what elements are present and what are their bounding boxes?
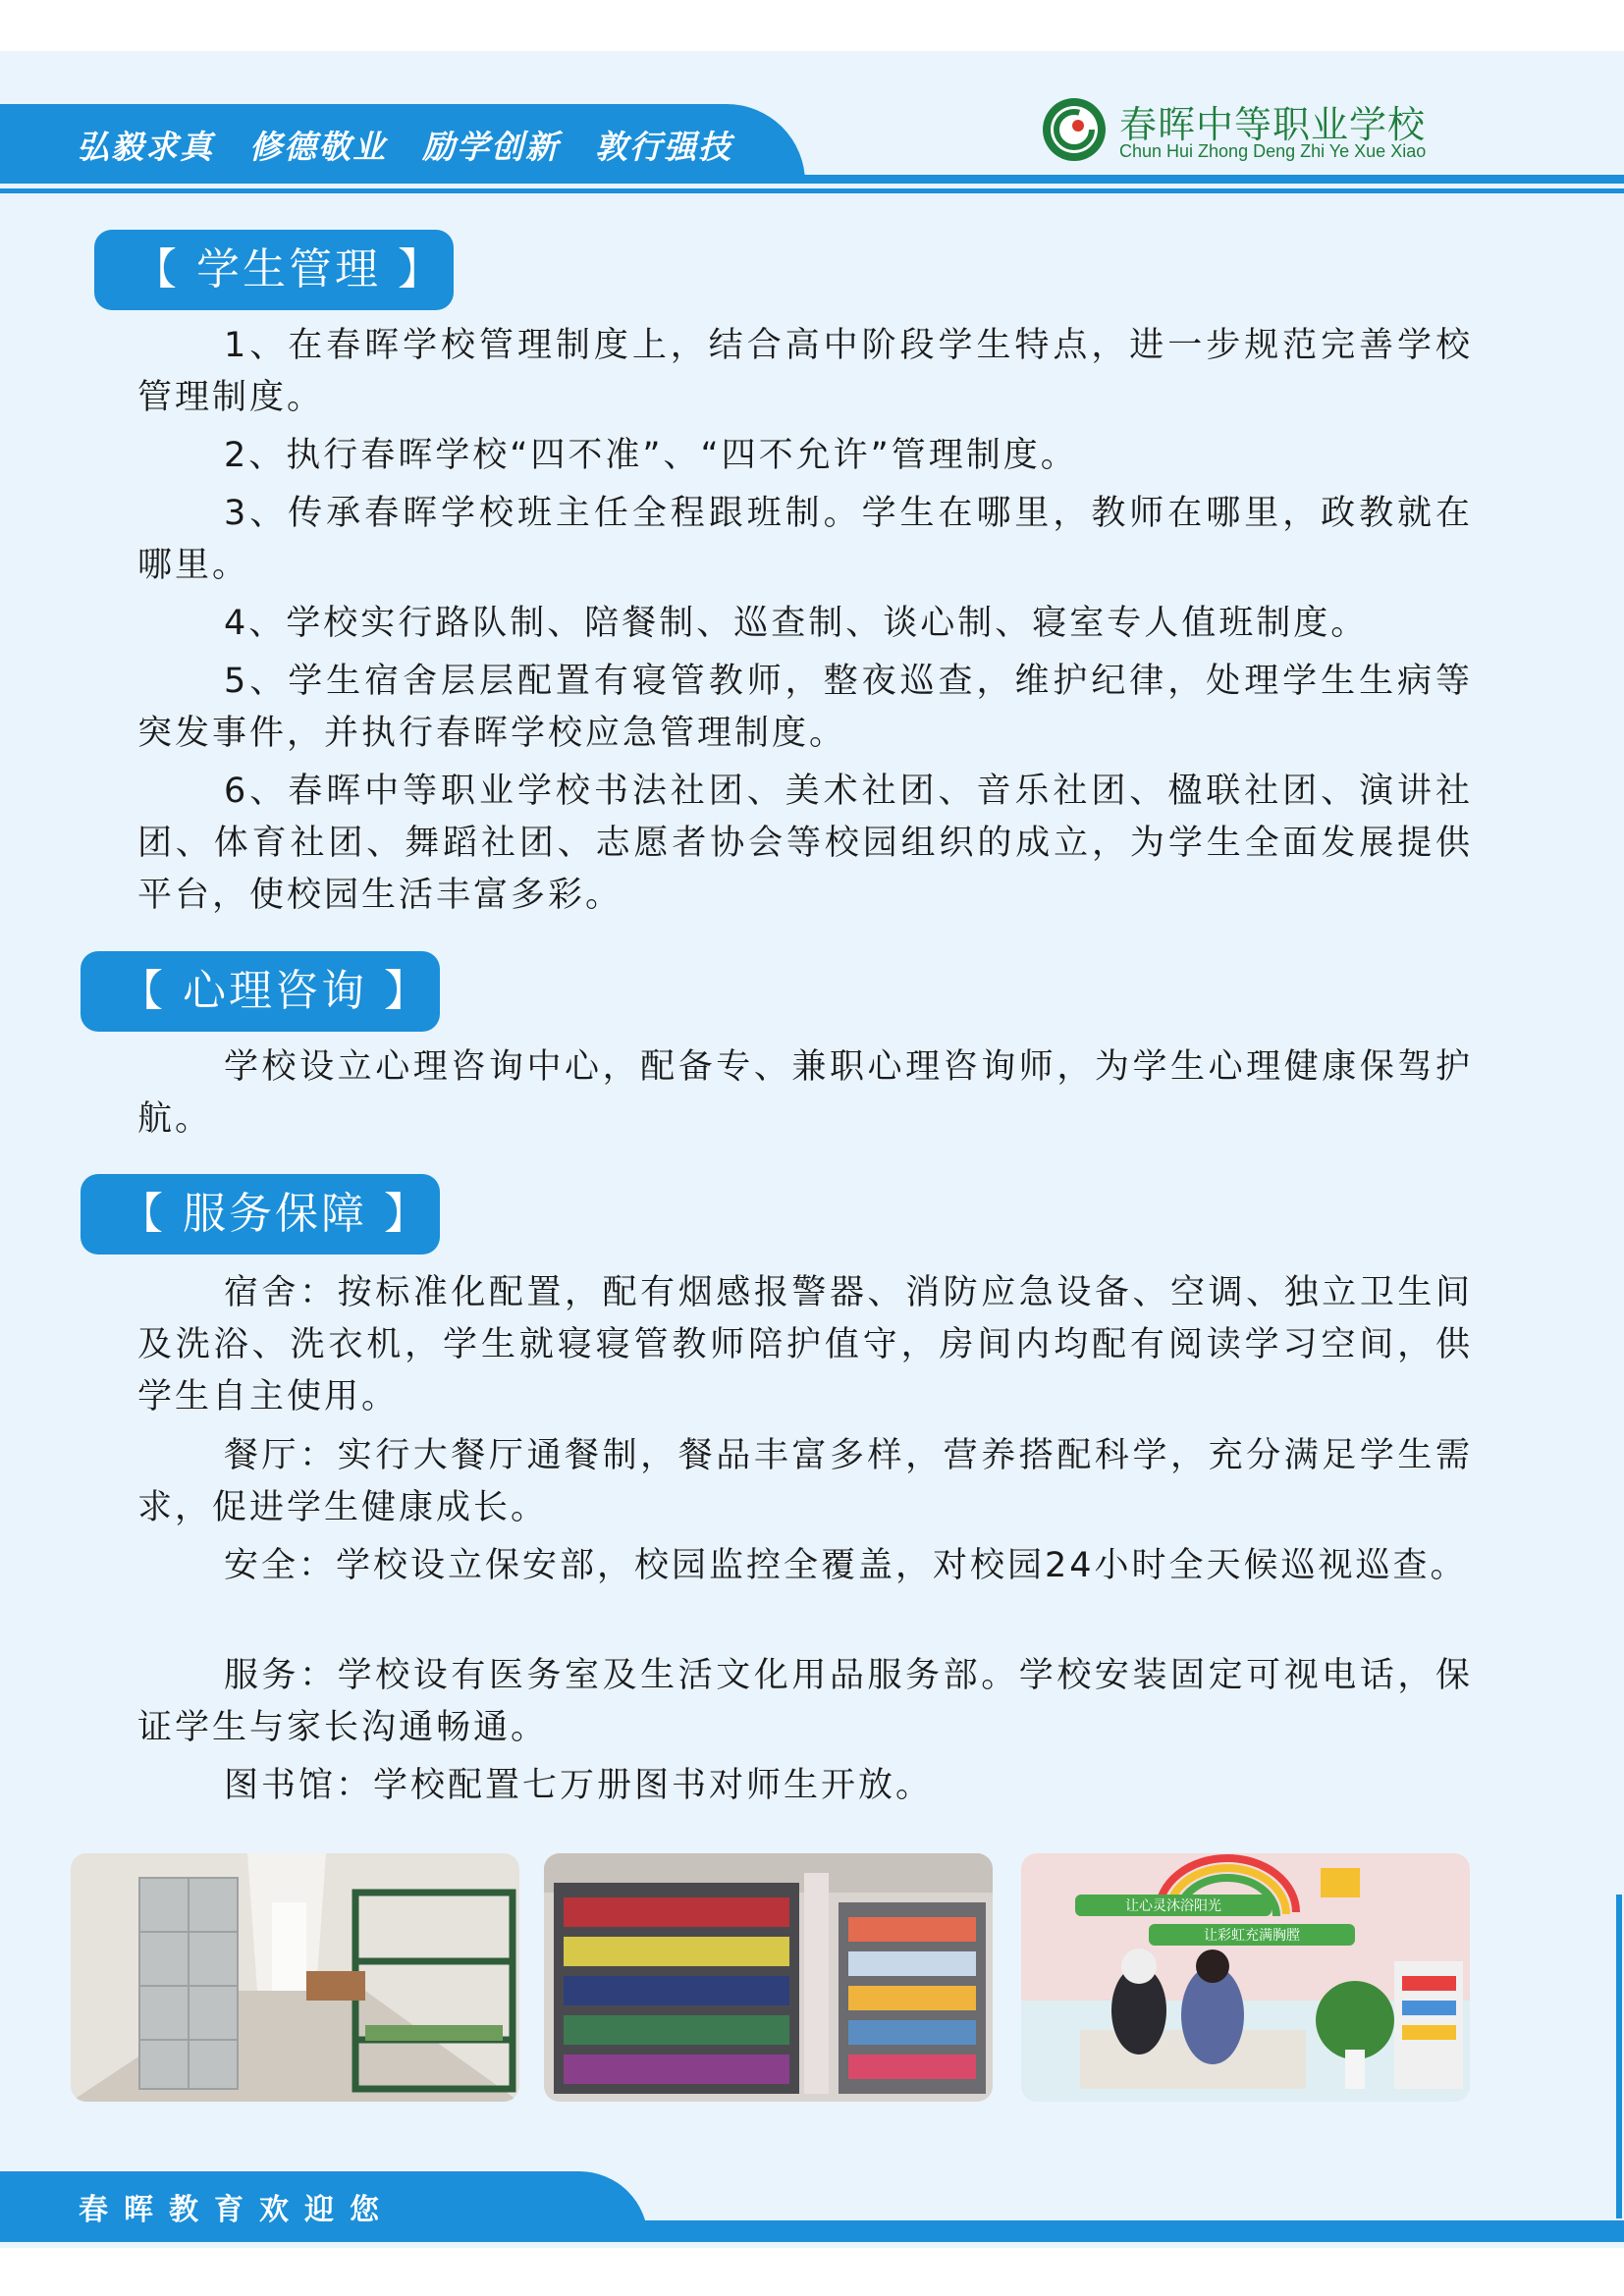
paragraph: 图书馆：学校配置七万册图书对师生开放。 [224, 1766, 934, 1805]
banner-text: 让彩虹充满胸膛 [1204, 1928, 1300, 1944]
slogan: 敦行强技 [595, 128, 732, 166]
header-rule-thin [0, 188, 1624, 193]
footer-text: 春晖教育欢迎您 [79, 2193, 395, 2227]
paragraph: 学校设立心理咨询中心，配备专、兼职心理咨询师，为学生心理健康保驾护航。 [137, 1047, 1473, 1139]
paragraph: 服务：学校设有医务室及生活文化用品服务部。学校安装固定可视电话，保证学生与家长沟通畅通。 [137, 1656, 1473, 1747]
bottom-margin [0, 2248, 1624, 2296]
section-title-student-management: 【 学生管理 】 [94, 230, 454, 310]
slogan-row [77, 122, 732, 168]
slogan: 弘毅求真 [77, 128, 214, 166]
banner-text: 让心灵沐浴阳光 [1125, 1898, 1221, 1914]
paragraph: 4、学校实行路队制、陪餐制、巡查制、谈心制、寝室专人值班制度。 [224, 604, 1369, 643]
section-title-counseling: 【 心理咨询 】 [81, 951, 440, 1032]
paragraph: 2、执行春晖学校“四不准”、“四不允许”管理制度。 [224, 436, 1078, 475]
paragraph: 安全：学校设立保安部，校园监控全覆盖，对校园24小时全天候巡视巡查。 [224, 1546, 1468, 1585]
top-margin [0, 0, 1624, 51]
section-title-services: 【 服务保障 】 [81, 1174, 440, 1255]
paragraph: 宿舍：按标准化配置，配有烟感报警器、消防应急设备、空调、独立卫生间及洗浴、洗衣机，学生就寝寝管教师陪护值守，房间内均配有阅读学习空间，供学生自主使用。 [137, 1273, 1473, 1416]
header-rule [0, 175, 1624, 184]
slogan: 修德敬业 [249, 128, 387, 166]
paragraph: 餐厅：实行大餐厅通餐制，餐品丰富多样，营养搭配科学，充分满足学生需求，促进学生健康成长。 [137, 1436, 1473, 1527]
dormitory-photo [71, 1853, 519, 2102]
school-name-cn: 春晖中等职业学校 [1119, 103, 1427, 146]
paragraph: 1、在春晖学校管理制度上，结合高中阶段学生特点，进一步规范完善学校管理制度。 [137, 326, 1473, 417]
counseling-photo [1021, 1853, 1470, 2102]
library-photo [544, 1853, 993, 2102]
paragraph: 3、传承春晖学校班主任全程跟班制。学生在哪里，教师在哪里，政教就在哪里。 [137, 494, 1473, 585]
paragraph: 6、春晖中等职业学校书法社团、美术社团、音乐社团、楹联社团、演讲社团、体育社团、舞蹈社团、志愿者协会等校园组织的成立，为学生全面发展提供平台，使校园生活丰富多彩。 [137, 772, 1473, 915]
side-rule [1616, 1895, 1622, 2218]
school-logo-icon [1041, 96, 1108, 163]
slogan: 励学创新 [422, 128, 560, 166]
paragraph: 5、学生宿舍层层配置有寝管教师，整夜巡查，维护纪律，处理学生生病等突发事件，并执行春晖学校应急管理制度。 [137, 662, 1473, 753]
school-name-en: Chun Hui Zhong Deng Zhi Ye Xue Xiao [1119, 141, 1427, 161]
